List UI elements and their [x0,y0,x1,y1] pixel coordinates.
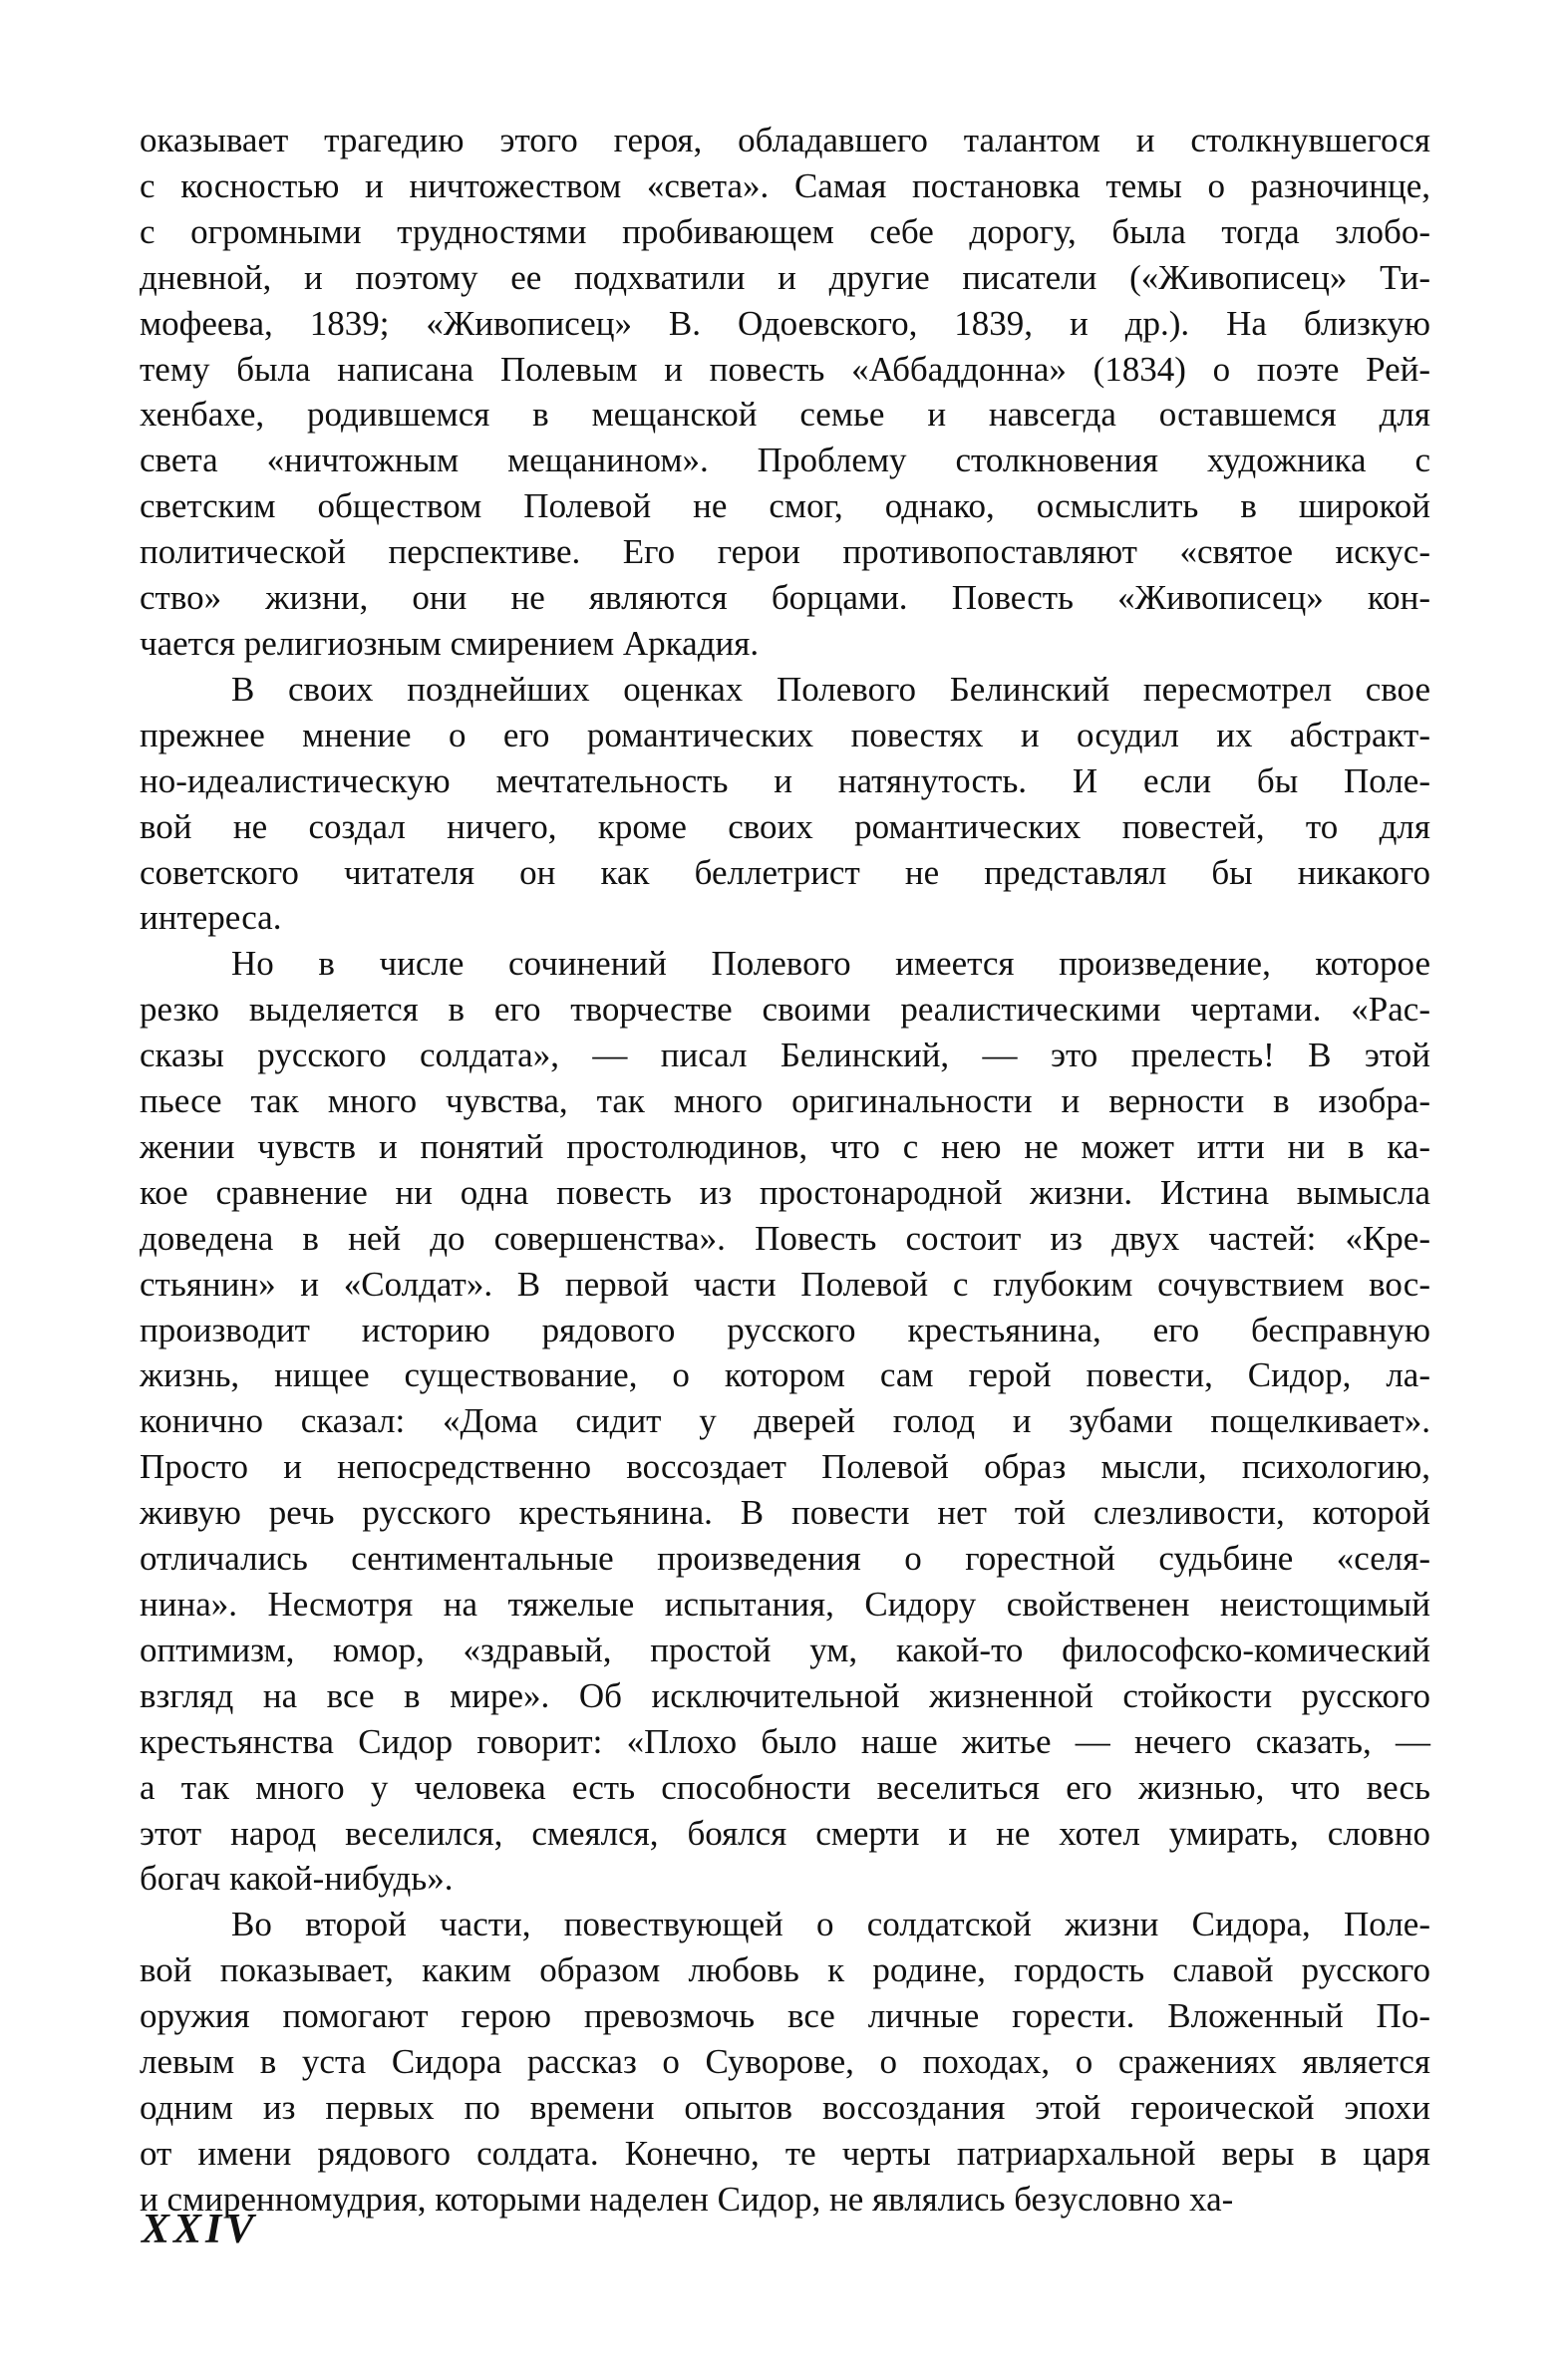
text-line: крестьянства Сидор говорит: «Плохо было наше житье — нечего сказать, — [140,1721,1430,1761]
text-line: Но в числе сочинений Полевого имеется произведение, которое [231,944,1430,984]
text-line: отличались сентиментальные произведения о горестной судьбине «селя- [140,1539,1430,1579]
text-line: прежнее мнение о его романтических повестях и осудил их абстракт- [140,715,1430,754]
paragraph-2 [140,667,1430,941]
text-line: но-идеалистическую мечтательность и натянутость. И если бы Поле- [140,760,1430,800]
text-line: вой не создал ничего, кроме своих романтических повестей, то для [140,806,1430,846]
text-line: хенбахе, родившемся в мещанской семье и навсегда оставшемся для [140,395,1430,435]
text-line: резко выделяется в его творчестве своими реалистическими чертами. «Рас- [140,990,1430,1030]
text-line: тему была написана Полевым и повесть «Аббаддонна» (1834) о поэте Рей- [140,349,1430,389]
text-line: от имени рядового солдата. Конечно, те черты патриархальной веры в царя [140,2133,1430,2173]
page-body [140,118,1430,2223]
text-line: жении чувств и понятий простолюдинов, что с нею не может итти ни в ка- [140,1126,1430,1166]
text-line: жизнь, нищее существование, о котором сам герой повести, Сидор, ла- [140,1355,1430,1395]
text-line: живую речь русского крестьянина. В повести нет той слезливости, которой [140,1493,1430,1533]
text-line: политической перспективе. Его герои противопоставляют «святое искус- [140,532,1430,572]
text-line: с огромными трудностями пробивающем себе дорогу, была тогда злобо- [140,211,1430,251]
text-line: кое сравнение ни одна повесть из простонародной жизни. Истина вымысла [140,1172,1430,1212]
text-line: оказывает трагедию этого героя, обладавшего талантом и столкнувшегося [140,121,1430,159]
text-line: а так много у человека есть способности веселиться его жизнью, что весь [140,1767,1430,1807]
text-line: чается религиозным смирением Аркадия. [140,623,760,663]
text-line: с косностью и ничтожеством «света». Самая постановка темы о разночинце, [140,165,1430,205]
text-line: одним из первых по времени опытов воссоздания этой героической эпохи [140,2087,1430,2127]
text-line: Во второй части, повествующей о солдатской жизни Сидора, Поле- [231,1905,1430,1944]
text-line: богач какой-нибудь». [140,1859,454,1899]
text-line: мофеева, 1839; «Живописец» В. Одоевского, 1839, и др.). На близкую [140,303,1430,343]
text-line: пьесе так много чувства, так много оригинальности и верности в изобра- [140,1081,1430,1121]
text-line: интереса. [140,898,282,938]
text-line: сказы русского солдата», — писал Белинский, — это прелесть! В этой [140,1036,1430,1075]
text-line: доведена в ней до совершенства». Повесть состоит из двух частей: «Кре- [140,1218,1430,1258]
text-line: конично сказал: «Дома сидит у дверей голод и зубами пощелкивает». [140,1401,1430,1441]
paragraph-1 [140,118,1430,667]
text-line: светским обществом Полевой не смог, однако, осмыслить в широкой [140,486,1430,526]
text-line: вой показывает, каким образом любовь к родине, гордость славой русского [140,1950,1430,1990]
text-line: левым в уста Сидора рассказ о Суворове, о походах, о сражениях является [140,2042,1430,2082]
text-line: и смиренномудрия, которыми наделен Сидор, не являлись безусловно ха- [140,2179,1234,2219]
text-line: ство» жизни, они не являются борцами. Повесть «Живописец» кон- [140,578,1430,618]
text-line: нина». Несмотря на тяжелые испытания, Сидору свойственен неистощимый [140,1585,1430,1624]
paragraph-3 [140,941,1430,1902]
text-line: этот народ веселился, смеялся, боялся смерти и не хотел умирать, словно [140,1813,1430,1853]
text-line: советского читателя он как беллетрист не представлял бы никакого [140,852,1430,892]
paragraph-4 [140,1902,1430,2222]
text-line: света «ничтожным мещанином». Проблему столкновения художника с [140,441,1430,480]
text-line: взгляд на все в мире». Об исключительной жизненной стойкости русского [140,1675,1430,1715]
text-line: оружия помогают герою превозмочь все личные горести. Вложенный По- [140,1996,1430,2036]
text-line: оптимизм, юмор, «здравый, простой ум, какой-то философско-комический [140,1630,1430,1669]
text-line: Просто и непосредственно воссоздает Полевой образ мысли, психологию, [140,1447,1430,1487]
text-line: производит историю рядового русского крестьянина, его бесправную [140,1310,1430,1349]
text-line: В своих позднейших оценках Полевого Белинский пересмотрел свое [231,669,1430,709]
text-line: стьянин» и «Солдат». В первой части Полевой с глубоким сочувствием вос- [140,1264,1430,1304]
page-number: XXIV [142,2207,258,2252]
text-line: дневной, и поэтому ее подхватили и другие писатели («Живописец» Ти- [140,257,1430,297]
